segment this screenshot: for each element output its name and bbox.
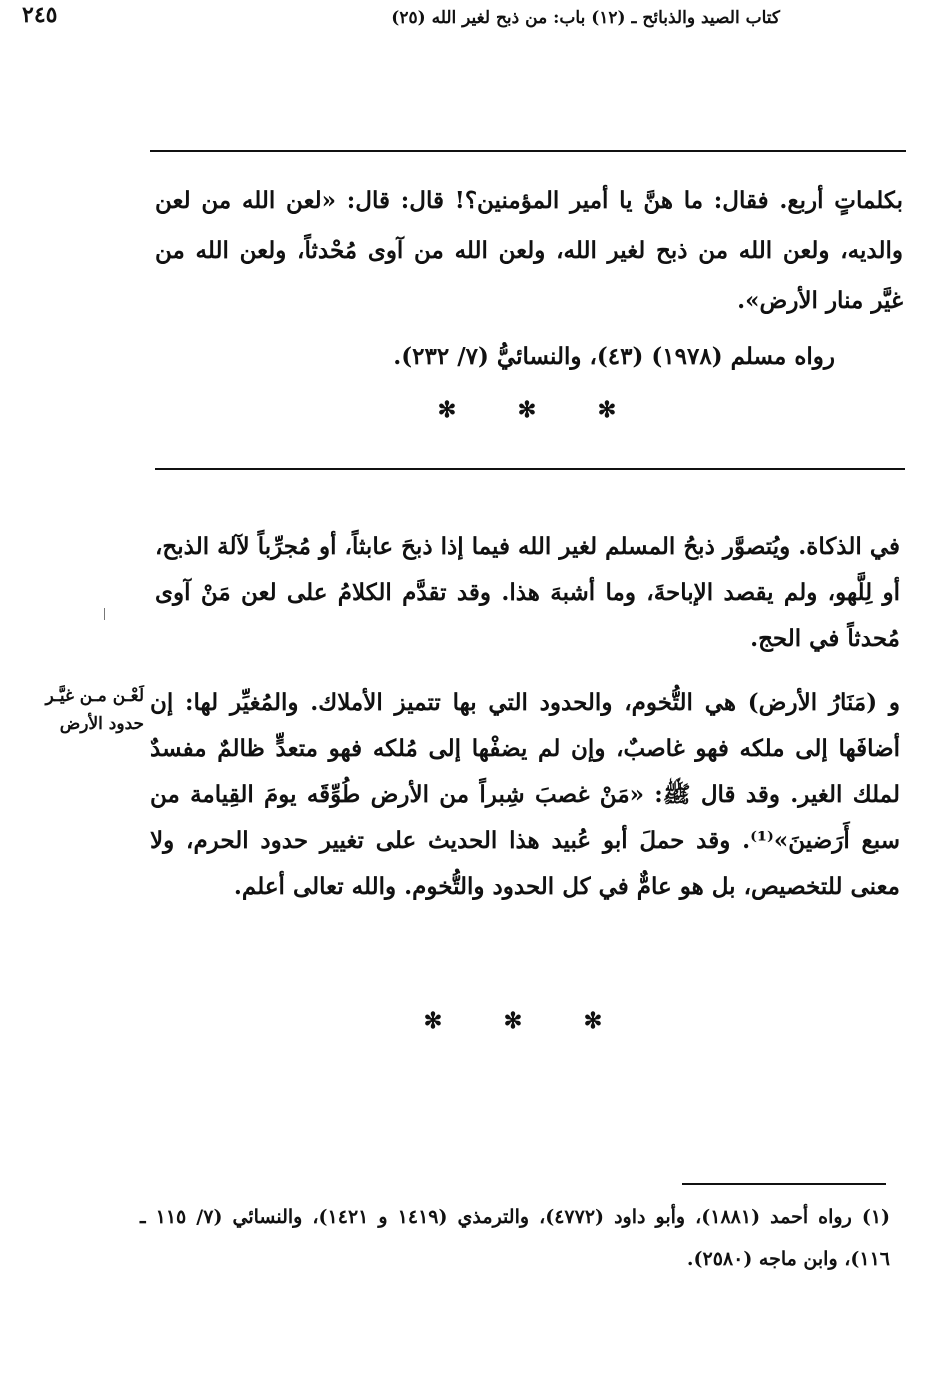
separator-stars-top [407,397,647,423]
star-icon: ✻ [423,1008,443,1034]
star-icon: ✻ [437,397,457,423]
star-icon: ✻ [503,1008,523,1034]
commentary-paragraph-2: و (مَنَارُ الأرض) هي التُّخوم، والحدود التي بها تتميز الأملاك. والمُغيِّر لها: إن أضافَها إلى ملكه فهو غاصبٌ، وإن لم يضفْها إلى مُلكه فهو متعدٍّ ظالمٌ مفسدٌ لملك الغير. وقد قال ﷺ: «مَنْ غصبَ شِبراً من الأرض طُوِّقَه يومَ القِيامة من سبع أَرَضينَ»⁽¹⁾. وقد حملَ أبو عُبيد هذا الحديث على تغيير حدود الحرم، ولا معنى للتخصيص، بل هو عامٌّ في كل الحدود والتُّخوم. والله تعالى أعلم. [150,689,900,900]
hadith-text: بكلماتٍ أربع. فقال: ما هنَّ يا أمير المؤمنين؟! قال: قال: «لعن الله من لعن والديه، ولعن الله من ذبح لغير الله، ولعن الله من آوى مُحْدثاً، ولعن الله من غيَّر منار الأرض». [155,187,903,314]
star-icon: ✻ [583,1008,603,1034]
footnote: (١) رواه أحمد (١٨٨١)، وأبو داود (٤٧٧٢)، والترمذي (١٤١٩ و ١٤٢١)، والنسائي (٧/ ١١٥ ـ ١١٦)، وابن ماجه (٢٥٨٠). [140,1206,891,1270]
footnote-rule [682,1183,886,1185]
page-header [150,108,905,150]
separator-stars-bottom [393,1008,633,1034]
hadith-citation: رواه مسلم (١٩٧٨) (٤٣)، والنسائيُّ (٧/ ٢٣٢). [393,343,835,370]
margin-note: لَعْـن مـن غيَّـر حدود الأرض [45,686,144,734]
header-rule [150,150,906,152]
star-icon: ✻ [597,397,617,423]
margin-mark [104,608,105,620]
page-number: ٢٤٥ [22,2,58,28]
section-rule [155,468,905,470]
commentary-paragraph-1: في الذكاة. ويُتصوَّر ذبحُ المسلم لغير الله فيما إذا ذبحَ عابثاً، أو مُجرِّباً لآلة الذبح، أو لِلَّهو، ولم يقصد الإباحةَ، وما أشبهَ هذا. وقد تقدَّم الكلامُ على لعن مَنْ آوى مُحدثاً في الحج. [155,533,900,652]
running-head: (٢٥) كتاب الصيد والذبائح ـ (١٢) باب: من ذبح لغير الله [391,8,780,28]
star-icon: ✻ [517,397,537,423]
